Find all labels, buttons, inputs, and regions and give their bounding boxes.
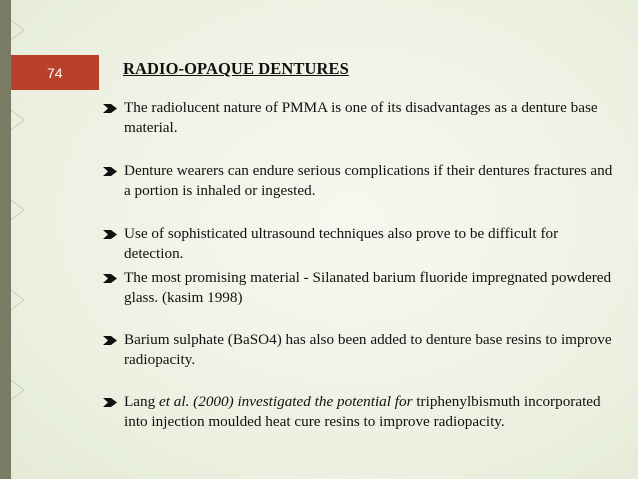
bullet-text: The most promising material - Silanated barium fluoride impregnated powdered glass. (kasim 1998) xyxy=(124,269,612,306)
arrow-bullet-icon xyxy=(103,398,117,407)
bullet-text-part: Lang xyxy=(124,393,160,410)
decorative-chevron xyxy=(11,110,24,130)
decorative-chevron xyxy=(11,380,24,400)
arrow-bullet-icon xyxy=(103,167,117,176)
bullet-item xyxy=(103,330,618,370)
bullet-text: The radiolucent nature of PMMA is one of its disadvantages as a denture base material. xyxy=(124,99,598,136)
slide-number-badge xyxy=(11,55,99,90)
bullet-item xyxy=(103,161,618,201)
bullet-text-italic: et al. (2000) investigated the potential for xyxy=(159,393,413,410)
bullet-list xyxy=(103,98,618,432)
bullet-text: Use of sophisticated ultrasound techniques also prove to be difficult for detection. xyxy=(124,225,559,262)
arrow-bullet-icon xyxy=(103,104,117,113)
left-sidebar-bar xyxy=(0,0,11,479)
bullet-item xyxy=(103,392,618,432)
bullet-text-part: triphenylbismuth incorporated into injection moulded heat cure resins to improve radiopacity. xyxy=(124,393,601,430)
bullet-item xyxy=(103,224,618,264)
arrow-bullet-icon xyxy=(103,274,117,283)
decorative-chevron xyxy=(11,20,24,40)
arrow-bullet-icon xyxy=(103,230,117,239)
bullet-item xyxy=(103,268,618,308)
slide-number: 74 xyxy=(47,64,63,81)
slide-title: RADIO-OPAQUE DENTURES xyxy=(123,59,349,78)
decorative-chevron xyxy=(11,290,24,310)
arrow-bullet-icon xyxy=(103,336,117,345)
bullet-text: Denture wearers can endure serious complications if their dentures fractures and a portion is inhaled or ingested. xyxy=(124,162,613,199)
bullet-item xyxy=(103,98,618,138)
decorative-chevron xyxy=(11,200,24,220)
bullet-text: Barium sulphate (BaSO4) has also been added to denture base resins to improve radiopacity. xyxy=(124,331,612,368)
bullet-text xyxy=(124,392,618,432)
